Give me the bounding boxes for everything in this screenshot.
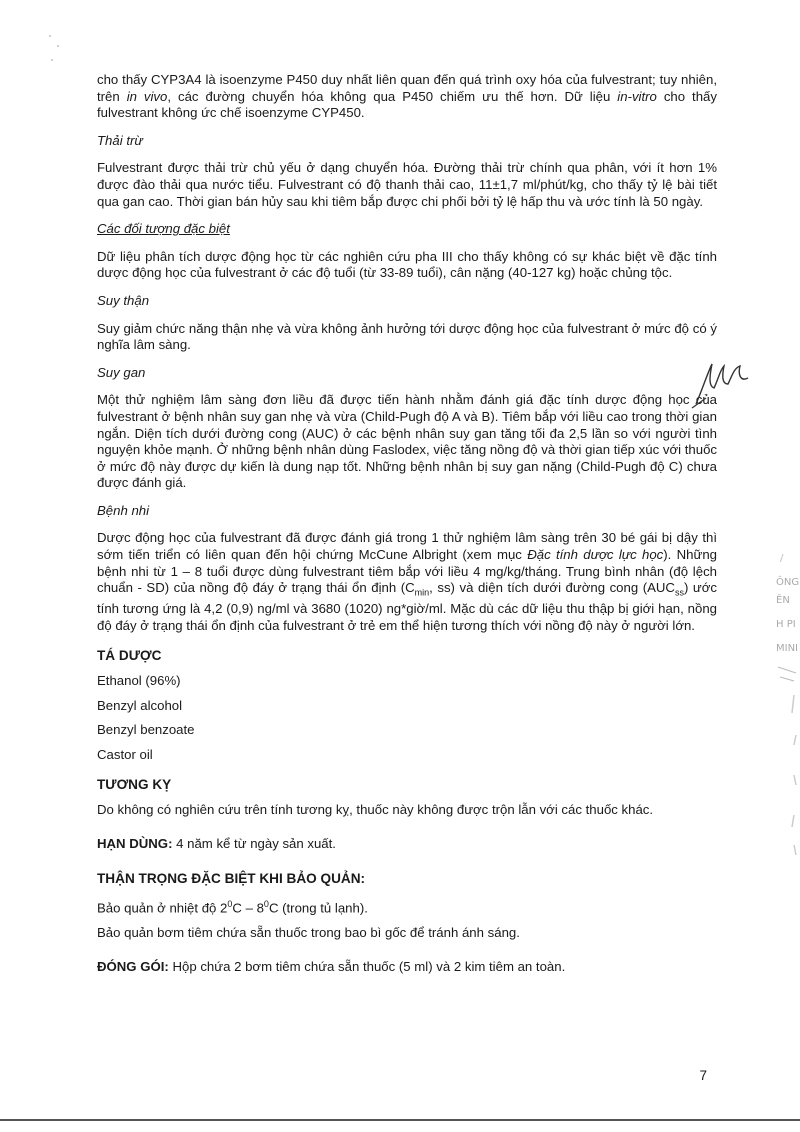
text-run: ). Những bệnh nhi từ 1 – 8 tuổi được dùng fulvestrant tiêm bắp với liều 4 mg/kg/tháng. Trung bình nhân (độ lệch chuẩn - SD) của nồng độ đáy ở trạng thái ổn định (C: [97, 547, 717, 596]
text-run: C – 8: [232, 900, 264, 916]
text-run: cho thấy CYP3A4 là isoenzyme P450 duy nhất liên quan đến quá trình oxy hóa của fulvestrant; tuy nhiên, trên: [97, 72, 717, 104]
excipient-item: Ethanol (96%): [97, 673, 181, 689]
italic-term: Đặc tính dược lực học: [527, 547, 664, 563]
subheading-elimination: Thải trừ: [97, 132, 143, 148]
heading-storage: THẬN TRỌNG ĐẶC BIỆT KHI BẢO QUẢN:: [97, 871, 366, 887]
subheading-paediatric: Bệnh nhi: [97, 502, 150, 518]
scan-speck: [38, 30, 78, 70]
subheading-special-populations: Các đối tượng đặc biệt: [97, 221, 230, 237]
storage-temperature: [97, 896, 717, 917]
subscript: ss: [674, 587, 684, 598]
stamp-text: MINI: [776, 643, 799, 654]
shelf-life-line: [97, 836, 717, 853]
stamp-text: ÊN: [776, 595, 790, 606]
stamp-fragment: [768, 545, 800, 875]
superscript: 0: [263, 899, 269, 910]
excipient-item: Benzyl alcohol: [97, 697, 183, 713]
page-number: 7: [699, 1068, 707, 1083]
subheading-hepatic-impairment: Suy gan: [97, 364, 146, 380]
stamp-text: ÔNG: [776, 577, 800, 588]
hepatic-impairment-paragraph: Một thử nghiệm lâm sàng đơn liều đã được tiến hành nhằm đánh giá đặc tính dược động học của fulvestrant ở bệnh nhân suy gan nhẹ và vừa (Child-Pugh độ A và B). Tiêm bắp với liều cao trong thời gian ngắn. Diện tích dưới đường cong (AUC) ở các bệnh nhân suy gan tăng tối đa 2,5 lần so với người tình nguyện khỏe mạnh. Ở những bệnh nhân dùng Faslodex, việc tăng nồng độ và thời gian tiếp xúc với thuốc ở mức độ này được dự kiến là dung nạp tốt. Những bệnh nhân bị suy gan nặng (Child-Pugh độ C) chưa được đánh giá.: [97, 392, 717, 491]
heading-incompatibilities: TƯƠNG KỴ: [97, 776, 172, 792]
text-run: , các đường chuyển hóa không qua P450 chiếm ưu thế hơn. Dữ liệu: [167, 88, 618, 104]
superscript: 0: [227, 899, 233, 910]
handwritten-signature: [688, 352, 758, 412]
paediatric-paragraph: [97, 530, 717, 634]
italic-term: in vivo: [126, 88, 168, 104]
storage-light: Bảo quản bơm tiêm chứa sẵn thuốc trong bao bì gốc để tránh ánh sáng.: [97, 925, 520, 940]
text-run: C (trong tủ lạnh).: [268, 900, 368, 916]
text-run: Dược động học của fulvestrant đã được đánh giá trong 1 thử nghiệm lâm sàng trên 30 bé gái bị dậy thì sớm tiến triển có liên quan đến hội chứng McCune Albright (xem mục: [97, 530, 717, 563]
excipient-item: Castor oil: [97, 747, 153, 763]
bottom-rule: [0, 1119, 800, 1121]
italic-term: in-vitro: [617, 88, 657, 104]
packaging-value: Hộp chứa 2 bơm tiêm chứa sẵn thuốc (5 ml) và 2 kim tiêm an toàn.: [168, 958, 566, 974]
document-body: [97, 72, 717, 975]
elimination-paragraph: Fulvestrant được thải trừ chủ yếu ở dạng chuyển hóa. Đường thải trừ chính qua phân, với ít hơn 1% được đào thải qua nước tiểu. Fulvestrant có độ thanh thải cao, 11±1,7 ml/phút/kg, cho thấy tỷ lệ bài tiết qua gan cao. Thời gian bán hủy sau khi tiêm bắp được chi phối bởi tỷ lệ hấp thu và ước tính là 50 ngày.: [97, 160, 717, 209]
text-run: ) ước tính tương ứng là 4,2 (0,9) ng/ml và 3680 (1020) ng*giờ/ml. Mặc dù các dữ liệu thu thập bị giới hạn, nồng độ đáy ở trạng thái ổn định của fulvestrant ở trẻ em thể hiện tương thích với nồng độ này ở người lớn.: [97, 580, 717, 634]
heading-excipients: TÁ DƯỢC: [97, 647, 162, 663]
subheading-renal-impairment: Suy thận: [97, 292, 150, 308]
text-run: , ss) và diện tích dưới đường cong (AUC: [429, 580, 675, 596]
renal-impairment-paragraph: Suy giảm chức năng thận nhẹ và vừa không ảnh hưởng tới dược động học của fulvestrant ở mức độ có ý nghĩa lâm sàng.: [97, 320, 717, 353]
packaging-line: [97, 959, 717, 976]
svg-text:/: /: [780, 553, 784, 564]
text-run: Bảo quản ở nhiệt độ 2: [97, 900, 228, 916]
metabolism-paragraph: [97, 72, 717, 122]
excipient-item: Benzyl benzoate: [97, 722, 195, 738]
subscript: min: [414, 587, 430, 598]
shelf-life-label: HẠN DÙNG:: [97, 835, 173, 851]
text-run: cho thấy fulvestrant không ức chế isoenzyme CYP450.: [97, 88, 717, 121]
stamp-text: H PI: [776, 619, 796, 630]
special-populations-paragraph: Dữ liệu phân tích dược động học từ các nghiên cứu pha III cho thấy không có sự khác biệt về đặc tính dược động học của fulvestrant ở các độ tuổi (từ 33-89 tuổi), cân nặng (40-127 kg) hoặc chủng tộc.: [97, 248, 717, 281]
incompatibilities-paragraph: Do không có nghiên cứu trên tính tương kỵ, thuốc này không được trộn lẫn với các thuốc khác.: [97, 802, 654, 818]
packaging-label: ĐÓNG GÓI:: [97, 958, 169, 974]
shelf-life-value: 4 năm kể từ ngày sản xuất.: [172, 835, 336, 851]
